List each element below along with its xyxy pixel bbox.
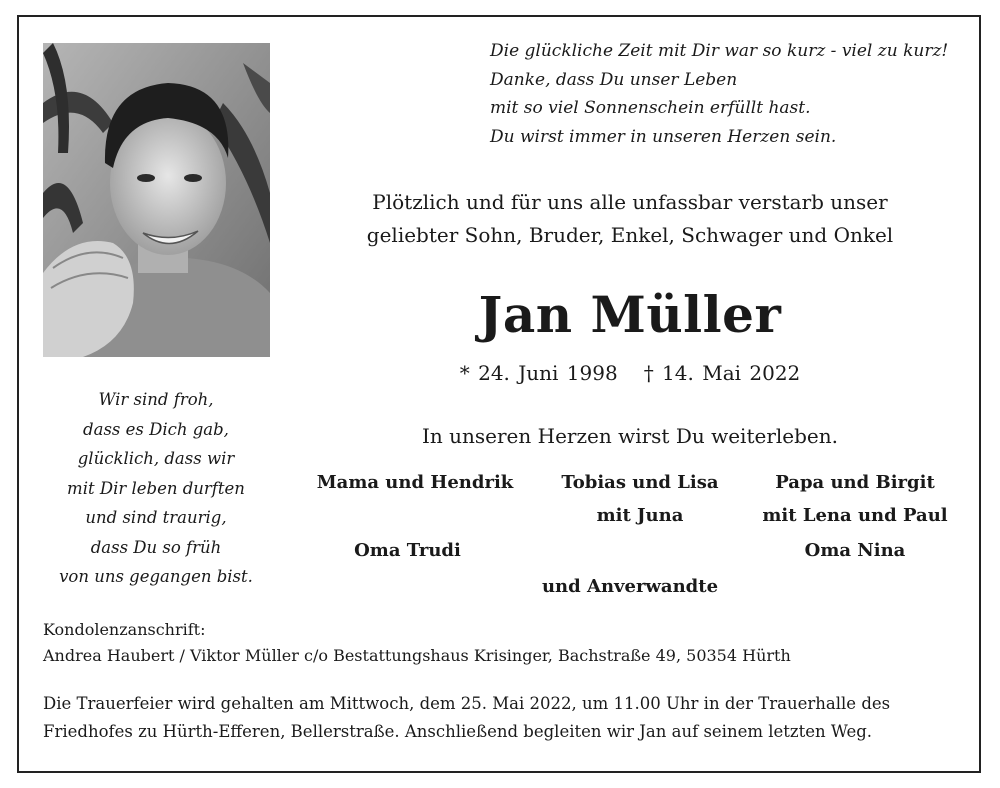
mourner-line: Tobias und Lisa xyxy=(561,472,719,493)
death-announcement-intro xyxy=(290,186,970,252)
mourner-grandmother-1: Oma Trudi xyxy=(354,540,461,561)
portrait-illustration xyxy=(43,43,270,357)
left-poem-line: glücklich, dass wir xyxy=(77,449,235,468)
mourner-grandmother-2: Oma Nina xyxy=(804,540,906,561)
mourner-relatives: und Anverwandte xyxy=(541,576,719,597)
birth-date: * 24. Juni 1998 xyxy=(459,361,618,385)
condolence-address-text: Andrea Haubert / Viktor Müller c/o Bestattungshaus Krisinger, Bachstraße 49, 50354 Hürth xyxy=(43,646,791,665)
mourner-line: mit Lena und Paul xyxy=(762,505,948,526)
top-poem xyxy=(490,37,970,151)
mourner-line: Mama und Hendrik xyxy=(316,472,514,493)
condolence-address xyxy=(43,617,973,669)
left-poem xyxy=(40,385,272,592)
mourner-group-3 xyxy=(745,466,965,532)
top-poem-line: Du wirst immer in unseren Herzen sein. xyxy=(490,126,837,147)
ceremony-line: Friedhofes zu Hürth-Efferen, Bellerstraße. Anschließend begleiten wir Jan auf seinem letzten Weg. xyxy=(43,722,873,741)
mourner-group-1 xyxy=(300,466,530,499)
mourner-group-2 xyxy=(535,466,745,532)
mourner-line: mit Juna xyxy=(596,505,684,526)
motto: In unseren Herzen wirst Du weiterleben. xyxy=(422,424,838,448)
left-poem-line: dass Du so früh xyxy=(90,537,222,557)
deceased-name: Jan Müller xyxy=(478,285,782,344)
death-date: † 14. Mai 2022 xyxy=(643,361,801,385)
ceremony-line: Die Trauerfeier wird gehalten am Mittwoch, dem 25. Mai 2022, um 11.00 Uhr in der Trauerhalle des xyxy=(43,694,891,713)
left-poem-line: Wir sind froh, xyxy=(98,390,214,409)
left-poem-line: und sind traurig, xyxy=(85,508,227,527)
intro-line: geliebter Sohn, Bruder, Enkel, Schwager und Onkel xyxy=(366,223,894,247)
funeral-ceremony-info xyxy=(43,690,973,746)
left-poem-line: dass es Dich gab, xyxy=(83,419,229,439)
top-poem-line: mit so viel Sonnenschein erfüllt hast. xyxy=(490,98,811,118)
left-poem-line: mit Dir leben durften xyxy=(67,478,245,498)
portrait-photo xyxy=(43,43,270,357)
top-poem-line: Die glückliche Zeit mit Dir war so kurz - viel zu kurz! xyxy=(490,41,949,61)
left-poem-line: von uns gegangen bist. xyxy=(59,567,253,586)
intro-line: Plötzlich und für uns alle unfassbar verstarb unser xyxy=(372,190,888,214)
life-dates xyxy=(290,358,970,388)
condolence-label: Kondolenzanschrift: xyxy=(43,620,206,639)
top-poem-line: Danke, dass Du unser Leben xyxy=(490,69,738,90)
mourner-line: Papa und Birgit xyxy=(775,472,935,493)
